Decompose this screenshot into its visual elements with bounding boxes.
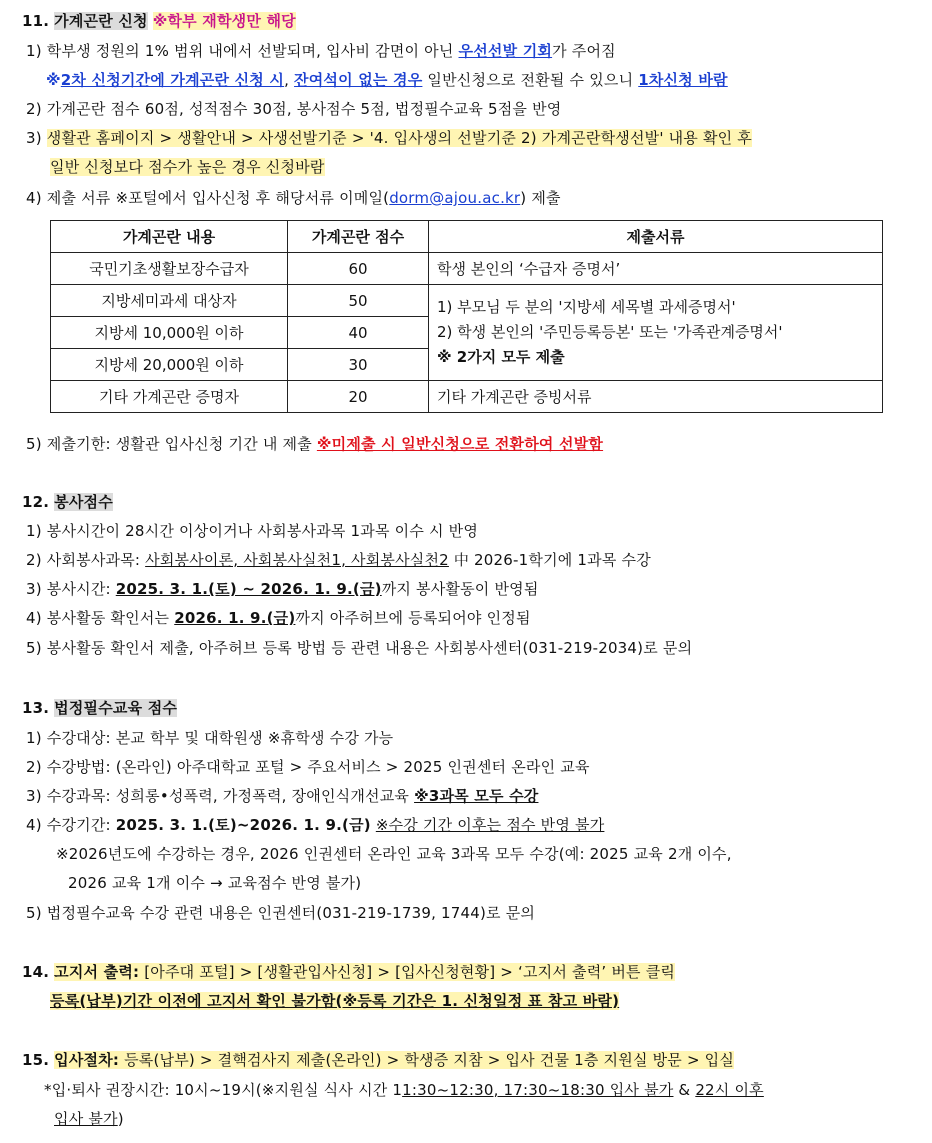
- table-row: [51, 253, 883, 285]
- s15-number: 15.: [22, 1051, 50, 1069]
- s11-item-2: 2) 가계곤란 점수 60점, 성적점수 30점, 봉사점수 5점, 법정필수교육 5점을 반영: [26, 100, 562, 118]
- s14-number: 14.: [22, 963, 50, 981]
- s12-item-4: 4) 봉사활동 확인서는 2026. 1. 9.(금)까지 아주허브에 등록되어야 인정됨: [26, 609, 531, 627]
- s14-path: [아주대 포털] > [생활관입사신청] > [입사신청현황] > ‘고지서 출력’ 버튼 클릭: [139, 963, 676, 981]
- email-link[interactable]: dorm@ajou.ac.kr: [389, 189, 521, 207]
- table-cell-score: 50: [288, 285, 429, 317]
- s13-item-3: 3) 수강과목: 성희롱•성폭력, 가정폭력, 장애인식개선교육 ※3과목 모두 수강: [26, 787, 539, 805]
- s15-path: 등록(납부) > 결핵검사지 제출(온라인) > 학생증 지참 > 입사 건물 1층 지원실 방문 > 입실: [119, 1051, 735, 1069]
- s13-title: 법정필수교육 점수: [54, 699, 178, 717]
- priority-link-text: 우선선발 기회: [458, 42, 553, 60]
- table-header-score: 가계곤란 점수: [288, 221, 429, 253]
- table-cell-score: 40: [288, 317, 429, 349]
- s11-item-1: 1) 학부생 정원의 1% 범위 내에서 선발되며, 입사비 감면이 아닌 우선선발 기회가 주어짐: [26, 42, 616, 60]
- table-cell-item: 기타 가계곤란 증명자: [51, 381, 288, 413]
- s12-number: 12.: [22, 493, 50, 511]
- s12-item-2: 2) 사회봉사과목: 사회봉사이론, 사회봉사실천1, 사회봉사실천2 中 2026-1학기에 1과목 수강: [26, 551, 651, 569]
- s13-item-1: 1) 수강대상: 본교 학부 및 대학원생 ※휴학생 수강 가능: [26, 729, 394, 747]
- s13-item-5: 5) 법정필수교육 수강 관련 내용은 인권센터(031-219-1739, 1744)로 문의: [26, 904, 536, 922]
- s15-title: 입사절차:: [54, 1051, 120, 1069]
- table-cell-item: 지방세 10,000원 이하: [51, 317, 288, 349]
- table-row: [51, 285, 883, 317]
- s14-title: 고지서 출력:: [54, 963, 140, 981]
- s12-item-3: 3) 봉사시간: 2025. 3. 1.(토) ~ 2026. 1. 9.(금)까지 봉사활동이 반영됨: [26, 580, 539, 598]
- table-cell-item: 국민기초생활보장수급자: [51, 253, 288, 285]
- s15-note: *입·퇴사 권장시간: 10시~19시(※지원실 식사 시간 11:30~12:30, 17:30~18:30 입사 불가 & 22시 이후: [44, 1081, 764, 1099]
- s12-item-1: 1) 봉사시간이 28시간 이상이거나 사회봉사과목 1과목 이수 시 반영: [26, 522, 479, 540]
- s11-item-3-cont: 일반 신청보다 점수가 높은 경우 신청바람: [50, 158, 325, 176]
- s13-item-2: 2) 수강방법: (온라인) 아주대학교 포털 > 주요서비스 > 2025 인권센터 온라인 교육: [26, 758, 590, 776]
- s11-item-5: 5) 제출기한: 생활관 입사신청 기간 내 제출 ※미제출 시 일반신청으로 전환하여 선발함: [26, 435, 604, 453]
- table-cell-doc: 기타 가계곤란 증빙서류: [429, 381, 883, 413]
- s12-item-5: 5) 봉사활동 확인서 제출, 아주허브 등록 방법 등 관련 내용은 사회봉사센터(031-219-2034)로 문의: [26, 639, 693, 657]
- table-header-item: 가계곤란 내용: [51, 221, 288, 253]
- s12-heading: [22, 491, 113, 512]
- s15-note-cont: 입사 불가): [54, 1110, 124, 1128]
- s15-heading: [22, 1049, 734, 1070]
- table-header-row: [51, 221, 883, 253]
- s14-heading: [22, 961, 675, 982]
- s11-number: 11.: [22, 12, 50, 30]
- s11-item-4: 4) 제출 서류 ※포털에서 입사신청 후 해당서류 이메일(dorm@ajou.ac.kr) 제출: [26, 189, 561, 207]
- table-cell-item: 지방세미과세 대상자: [51, 285, 288, 317]
- document-table: [50, 220, 883, 413]
- s13-number: 13.: [22, 699, 50, 717]
- table-cell-score: 30: [288, 349, 429, 381]
- s12-title: 봉사점수: [54, 493, 113, 511]
- table-cell-score: 20: [288, 381, 429, 413]
- s11-title: 가계곤란 신청: [54, 12, 148, 30]
- s11-item-1-note: ※2차 신청기간에 가계곤란 신청 시, 잔여석이 없는 경우 일반신청으로 전환될 수 있으니 1차신청 바람: [46, 71, 728, 89]
- table-cell-item: 지방세 20,000원 이하: [51, 349, 288, 381]
- s11-note: ※학부 재학생만 해당: [152, 12, 296, 30]
- s13-note-2: 2026 교육 1개 이수 → 교육점수 반영 불가): [68, 874, 362, 892]
- s13-heading: [22, 697, 177, 718]
- s11-heading: [22, 10, 296, 31]
- s14-line-2: 등록(납부)기간 이전에 고지서 확인 불가함(※등록 기간은 1. 신청일정 표 참고 바람): [50, 992, 620, 1010]
- table-header-docs: 제출서류: [429, 221, 883, 253]
- table-cell-doc: 학생 본인의 ‘수급자 증명서’: [429, 253, 883, 285]
- s13-item-4: 4) 수강기간: 2025. 3. 1.(토)~2026. 1. 9.(금) ※수강 기간 이후는 점수 반영 불가: [26, 816, 605, 834]
- s11-item-3: 3) 생활관 홈페이지 > 생활안내 > 사생선발기준 > '4. 입사생의 선발기준 2) 가계곤란학생선발' 내용 확인 후: [26, 129, 753, 147]
- table-cell-merged-doc: 1) 부모님 두 분의 '지방세 세목별 과세증명서' 2) 학생 본인의 '주민등록등본' 또는 '가족관계증명서' ※ 2가지 모두 제출: [429, 285, 883, 381]
- table-row: [51, 381, 883, 413]
- table-cell-score: 60: [288, 253, 429, 285]
- s13-note-1: ※2026년도에 수강하는 경우, 2026 인권센터 온라인 교육 3과목 모두 수강(예: 2025 교육 2개 이수,: [56, 845, 732, 863]
